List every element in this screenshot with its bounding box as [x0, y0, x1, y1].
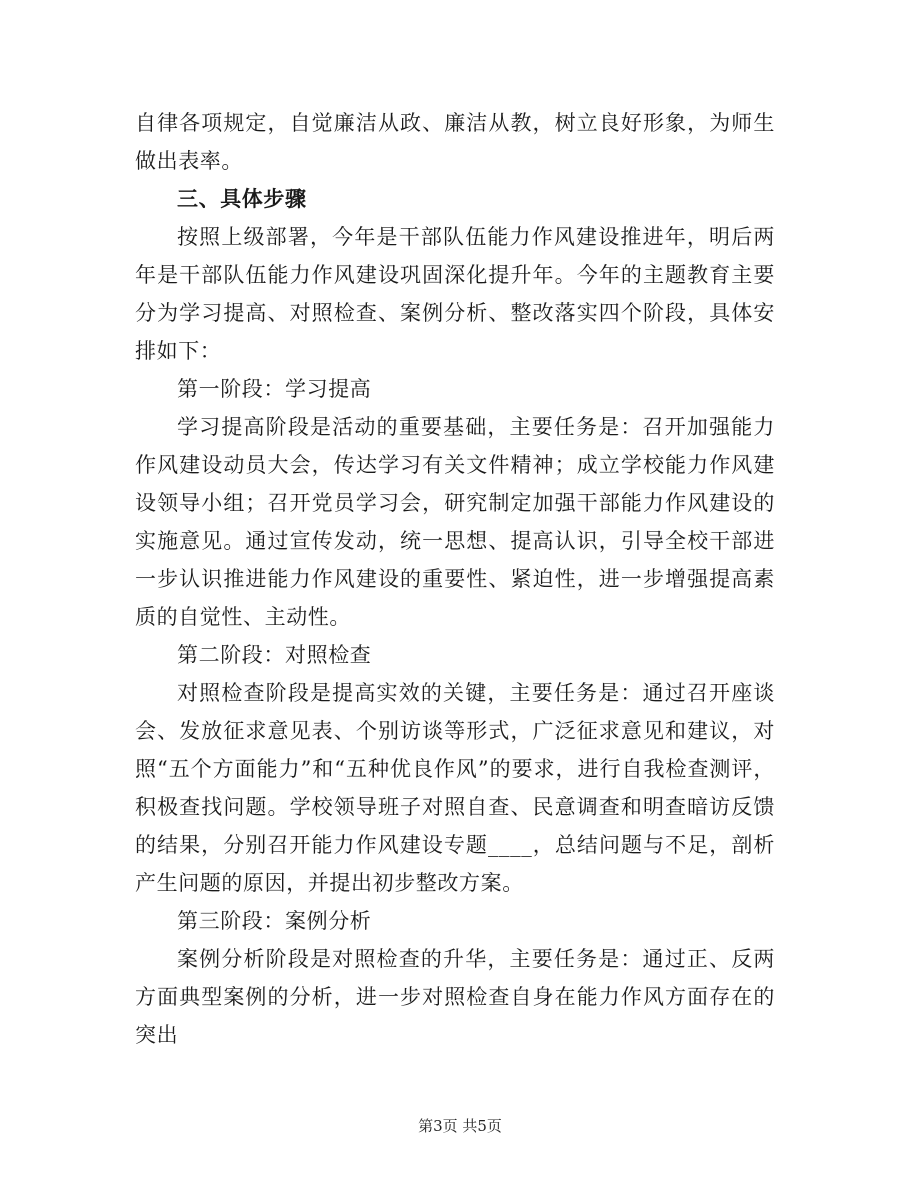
section-heading: 三、具体步骤	[177, 186, 307, 211]
stage-2-title: 第二阶段：对照检查	[177, 643, 372, 667]
stage-3-title: 第三阶段：案例分析	[177, 909, 372, 933]
stage-1-body: 学习提高阶段是活动的重要基础，主要任务是：召开加强能力作风建设动员大会，传达学习有关文件精神；成立学校能力作风建设领导小组；召开党员学习会，研究制定加强干部能力作风建设的实施意见。通过宣传发动，统一思想、提高认识，引导全校干部进一步认识推进能力作风建设的重要性、紧迫性，进一步增强提高素质的自觉性、主动性。	[135, 415, 775, 629]
stage-2-body: 对照检查阶段是提高实效的关键，主要任务是：通过召开座谈会、发放征求意见表、个别访谈等形式，广泛征求意见和建议，对照“五个方面能力”和“五种优良作风”的要求，进行自我检查测评，积极查找问题。学校领导班子对照自查、民意调查和明查暗访反馈的结果，分别召开能力作风建设专题____，总结问题与不足，剖析产生问题的原因，并提出初步整改方案。	[135, 681, 775, 895]
page-number-footer: 第3页 共5页	[418, 1117, 502, 1135]
paragraph-intro: 按照上级部署，今年是干部队伍能力作风建设推进年，明后两年是干部队伍能力作风建设巩固深化提升年。今年的主题教育主要分为学习提高、对照检查、案例分析、整改落实四个阶段，具体安排如下：	[135, 225, 775, 363]
document-body	[135, 104, 775, 1054]
stage-3-body: 案例分析阶段是对照检查的升华，主要任务是：通过正、反两方面典型案例的分析，进一步对照检查自身在能力作风方面存在的突出	[135, 947, 775, 1047]
paragraph-continuation: 自律各项规定，自觉廉洁从政、廉洁从教，树立良好形象，为师生做出表率。	[135, 111, 775, 173]
stage-1-title: 第一阶段：学习提高	[177, 377, 372, 401]
